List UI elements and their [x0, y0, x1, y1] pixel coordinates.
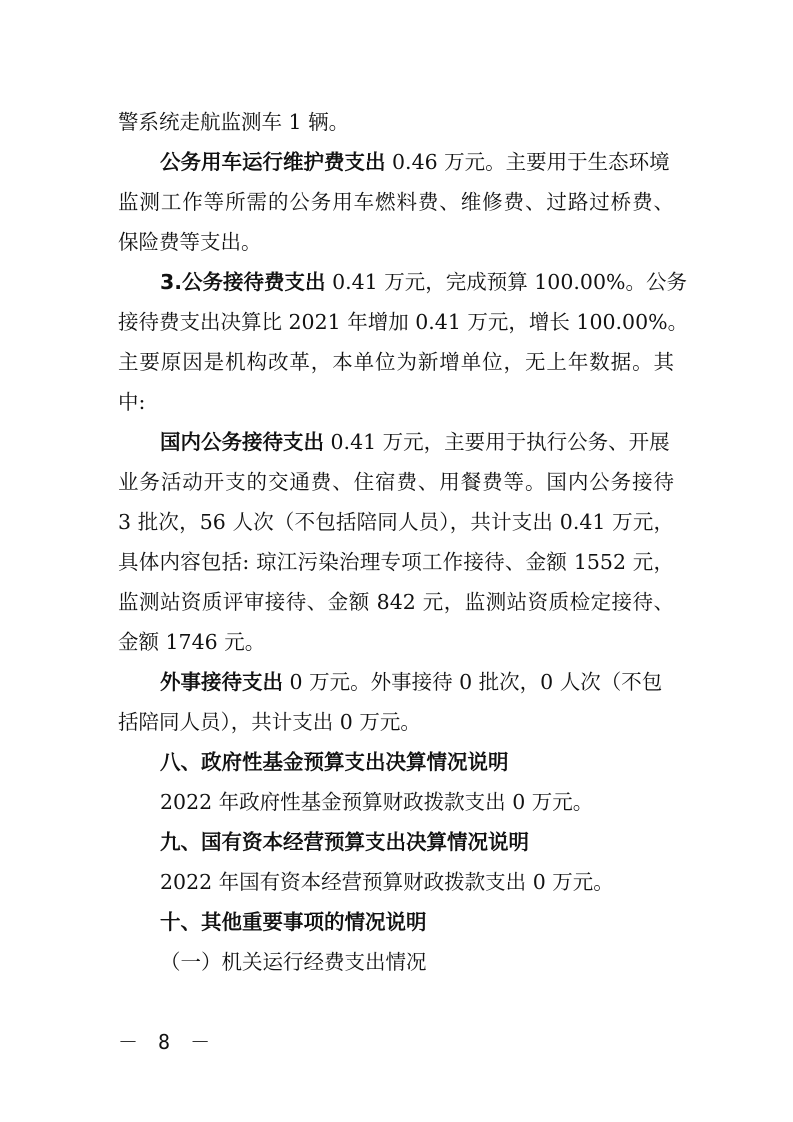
paragraph-line: 监测站资质评审接待、金额 842 元，监测站资质检定接待、	[118, 590, 674, 614]
paragraph-line	[160, 430, 670, 454]
paragraph-line: 括陪同人员），共计支出 0 万元。	[118, 710, 421, 734]
paragraph-line: 接待费支出决算比 2021 年增加 0.41 万元，增长 100.00%。	[118, 310, 689, 334]
bold-heading: 外事接待支出	[160, 670, 283, 694]
text-span: 0.41 万元，完成预算 100.00%。公务	[325, 270, 687, 294]
subsection-heading: （一）机关运行经费支出情况	[160, 950, 427, 974]
paragraph-line: 具体内容包括: 琼江污染治理专项工作接待、金额 1552 元，	[118, 550, 674, 574]
text-span: 0 万元。外事接待 0 批次，0 人次（不包	[283, 670, 663, 694]
paragraph-line	[118, 110, 349, 134]
paragraph-line: 2022 年政府性基金预算财政拨款支出 0 万元。	[160, 790, 594, 814]
paragraph-line: 业务活动开支的交通费、住宿费、用餐费等。国内公务接待	[118, 470, 674, 494]
paragraph-line: 中:	[118, 390, 146, 414]
paragraph-line: 监测工作等所需的公务用车燃料费、维修费、过路过桥费、	[118, 190, 674, 214]
paragraph-line	[160, 150, 670, 174]
text-span: 0.41 万元，主要用于执行公务、开展	[324, 430, 670, 454]
section-heading: 九、国有资本经营预算支出决算情况说明	[160, 830, 529, 854]
text-span: 0.46 万元。主要用于生态环境	[385, 150, 670, 174]
paragraph-line	[160, 270, 687, 294]
section-heading: 八、政府性基金预算支出决算情况说明	[160, 750, 509, 774]
bold-heading: 国内公务接待支出	[160, 430, 324, 454]
paragraph-line: 保险费等支出。	[118, 230, 262, 254]
paragraph-line: 金额 1746 元。	[118, 630, 266, 654]
page-number: － 8 －	[118, 1030, 215, 1054]
bold-heading: 公务用车运行维护费支出	[160, 150, 386, 174]
text-span: 警系统走航监测车 1 辆。	[118, 110, 350, 134]
paragraph-line: 主要原因是机构改革，本单位为新增单位，无上年数据。其	[118, 350, 674, 374]
bold-heading: 3.公务接待费支出	[160, 270, 326, 294]
paragraph-line: 3 批次，56 人次（不包括陪同人员），共计支出 0.41 万元，	[118, 510, 674, 534]
paragraph-line	[160, 670, 662, 694]
paragraph-line: 2022 年国有资本经营预算财政拨款支出 0 万元。	[160, 870, 614, 894]
section-heading: 十、其他重要事项的情况说明	[160, 910, 427, 934]
